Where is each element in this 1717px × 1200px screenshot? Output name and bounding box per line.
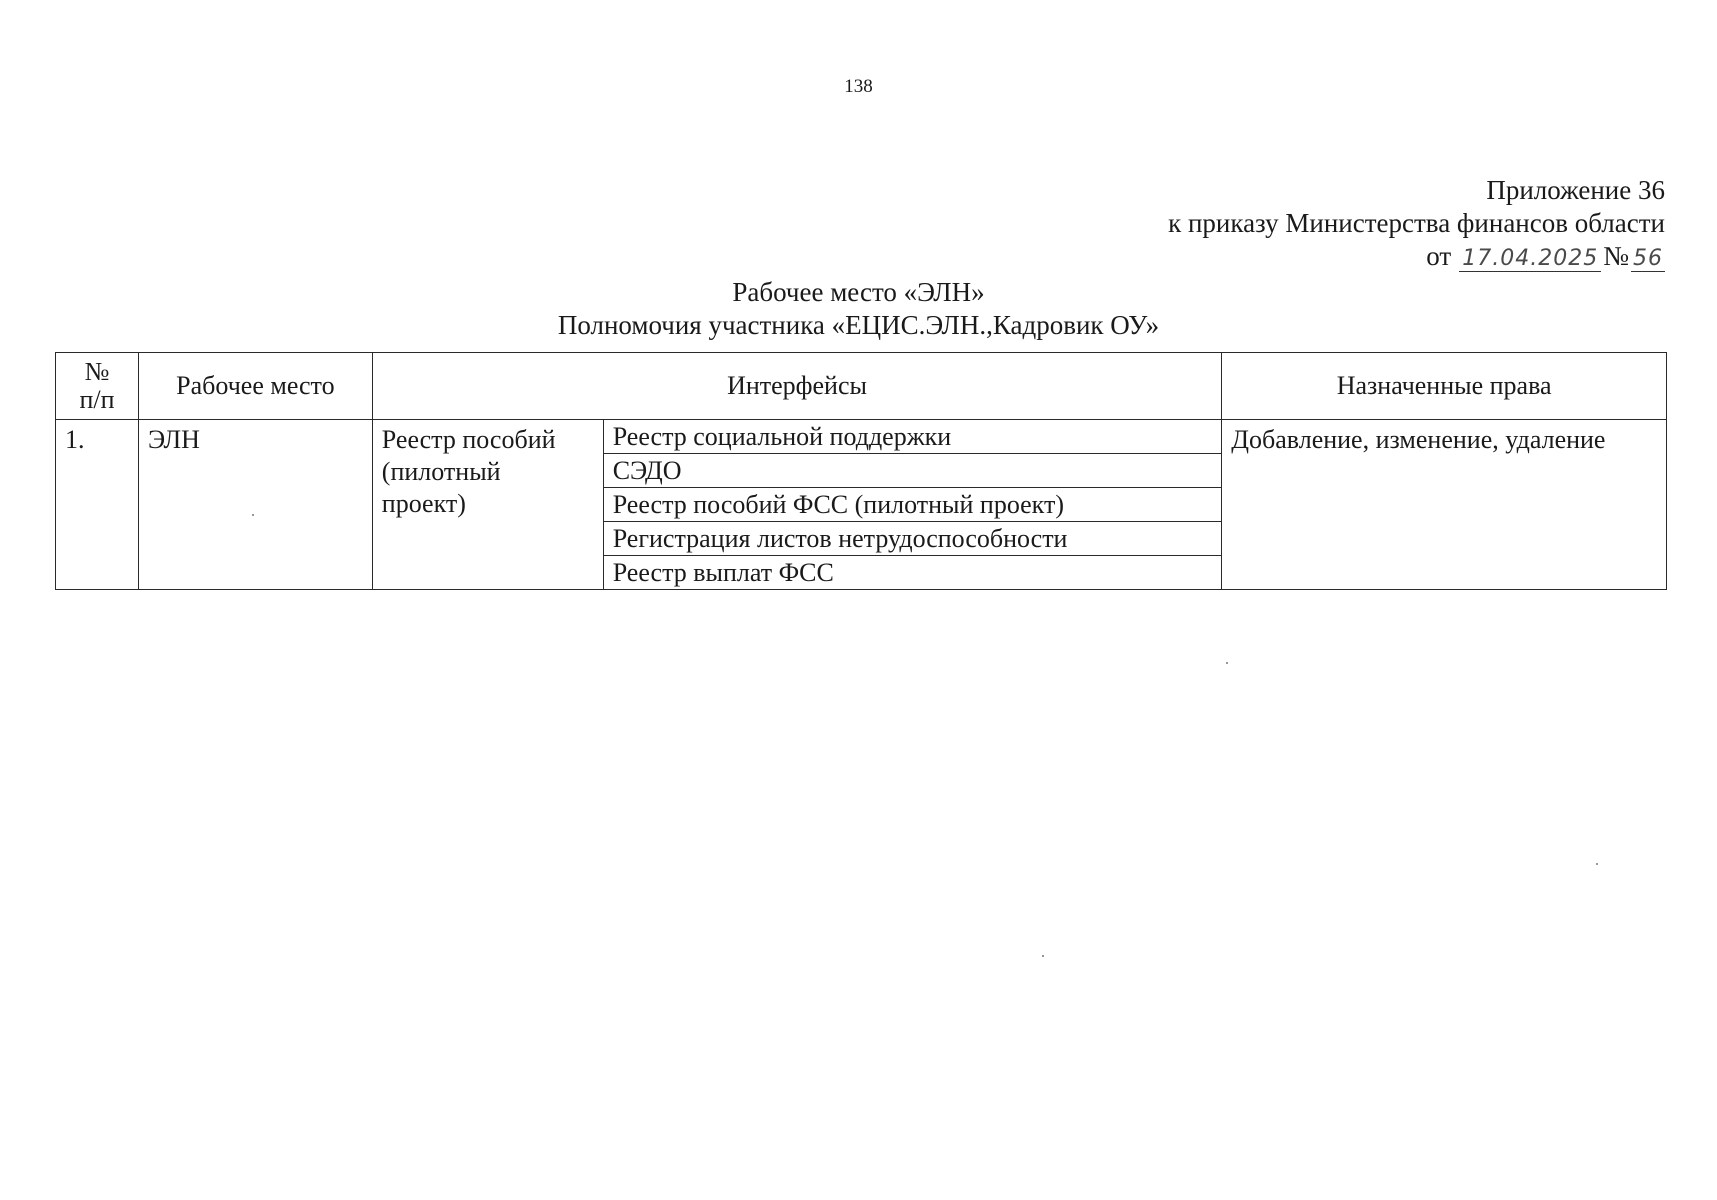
appendix-order-reference: к приказу Министерства финансов области — [1168, 208, 1665, 238]
row-interface-group — [372, 420, 603, 590]
header-number-pp: п/п — [79, 385, 115, 414]
page-number: 138 — [844, 76, 873, 97]
header-number-symbol: № — [84, 357, 110, 386]
number-label: № — [1603, 241, 1629, 271]
row-rights: Добавление, изменение, удаление — [1222, 420, 1667, 590]
appendix-date-line — [1168, 240, 1665, 273]
row-workplace: ЭЛН — [138, 420, 372, 590]
participant-title: Полномочия участника «ЕЦИС.ЭЛН.,Кадровик ОУ» — [557, 310, 1160, 340]
document-titles — [0, 276, 1717, 342]
scan-speck — [252, 514, 254, 516]
header-number — [56, 353, 139, 420]
scan-speck — [1596, 863, 1598, 865]
header-workplace: Рабочее место — [138, 353, 372, 420]
rights-table — [55, 352, 1667, 590]
scan-speck — [1226, 662, 1228, 664]
interface-item: Реестр выплат ФСС — [603, 556, 1222, 590]
table-row — [56, 420, 1667, 454]
appendix-block — [1168, 174, 1665, 273]
row-number: 1. — [56, 420, 139, 590]
handwritten-date: 17.04.2025 — [1459, 247, 1601, 272]
interface-item: Регистрация листов нетрудоспособности — [603, 522, 1222, 556]
appendix-title: Приложение 36 — [1486, 175, 1665, 205]
interface-group-line: (пилотный — [381, 457, 501, 486]
workplace-title: Рабочее место «ЭЛН» — [732, 277, 985, 307]
table-header-row — [56, 353, 1667, 420]
from-label: от — [1426, 241, 1452, 271]
handwritten-number: 56 — [1633, 246, 1663, 271]
interface-item: Реестр пособий ФСС (пилотный проект) — [603, 488, 1222, 522]
interface-item: Реестр социальной поддержки — [603, 420, 1222, 454]
header-interfaces: Интерфейсы — [372, 353, 1221, 420]
scan-speck — [1042, 955, 1044, 957]
interface-item: СЭДО — [603, 454, 1222, 488]
header-rights: Назначенные права — [1222, 353, 1667, 420]
interface-group-line: проект) — [381, 489, 466, 518]
interface-group-line: Реестр пособий — [381, 425, 556, 454]
